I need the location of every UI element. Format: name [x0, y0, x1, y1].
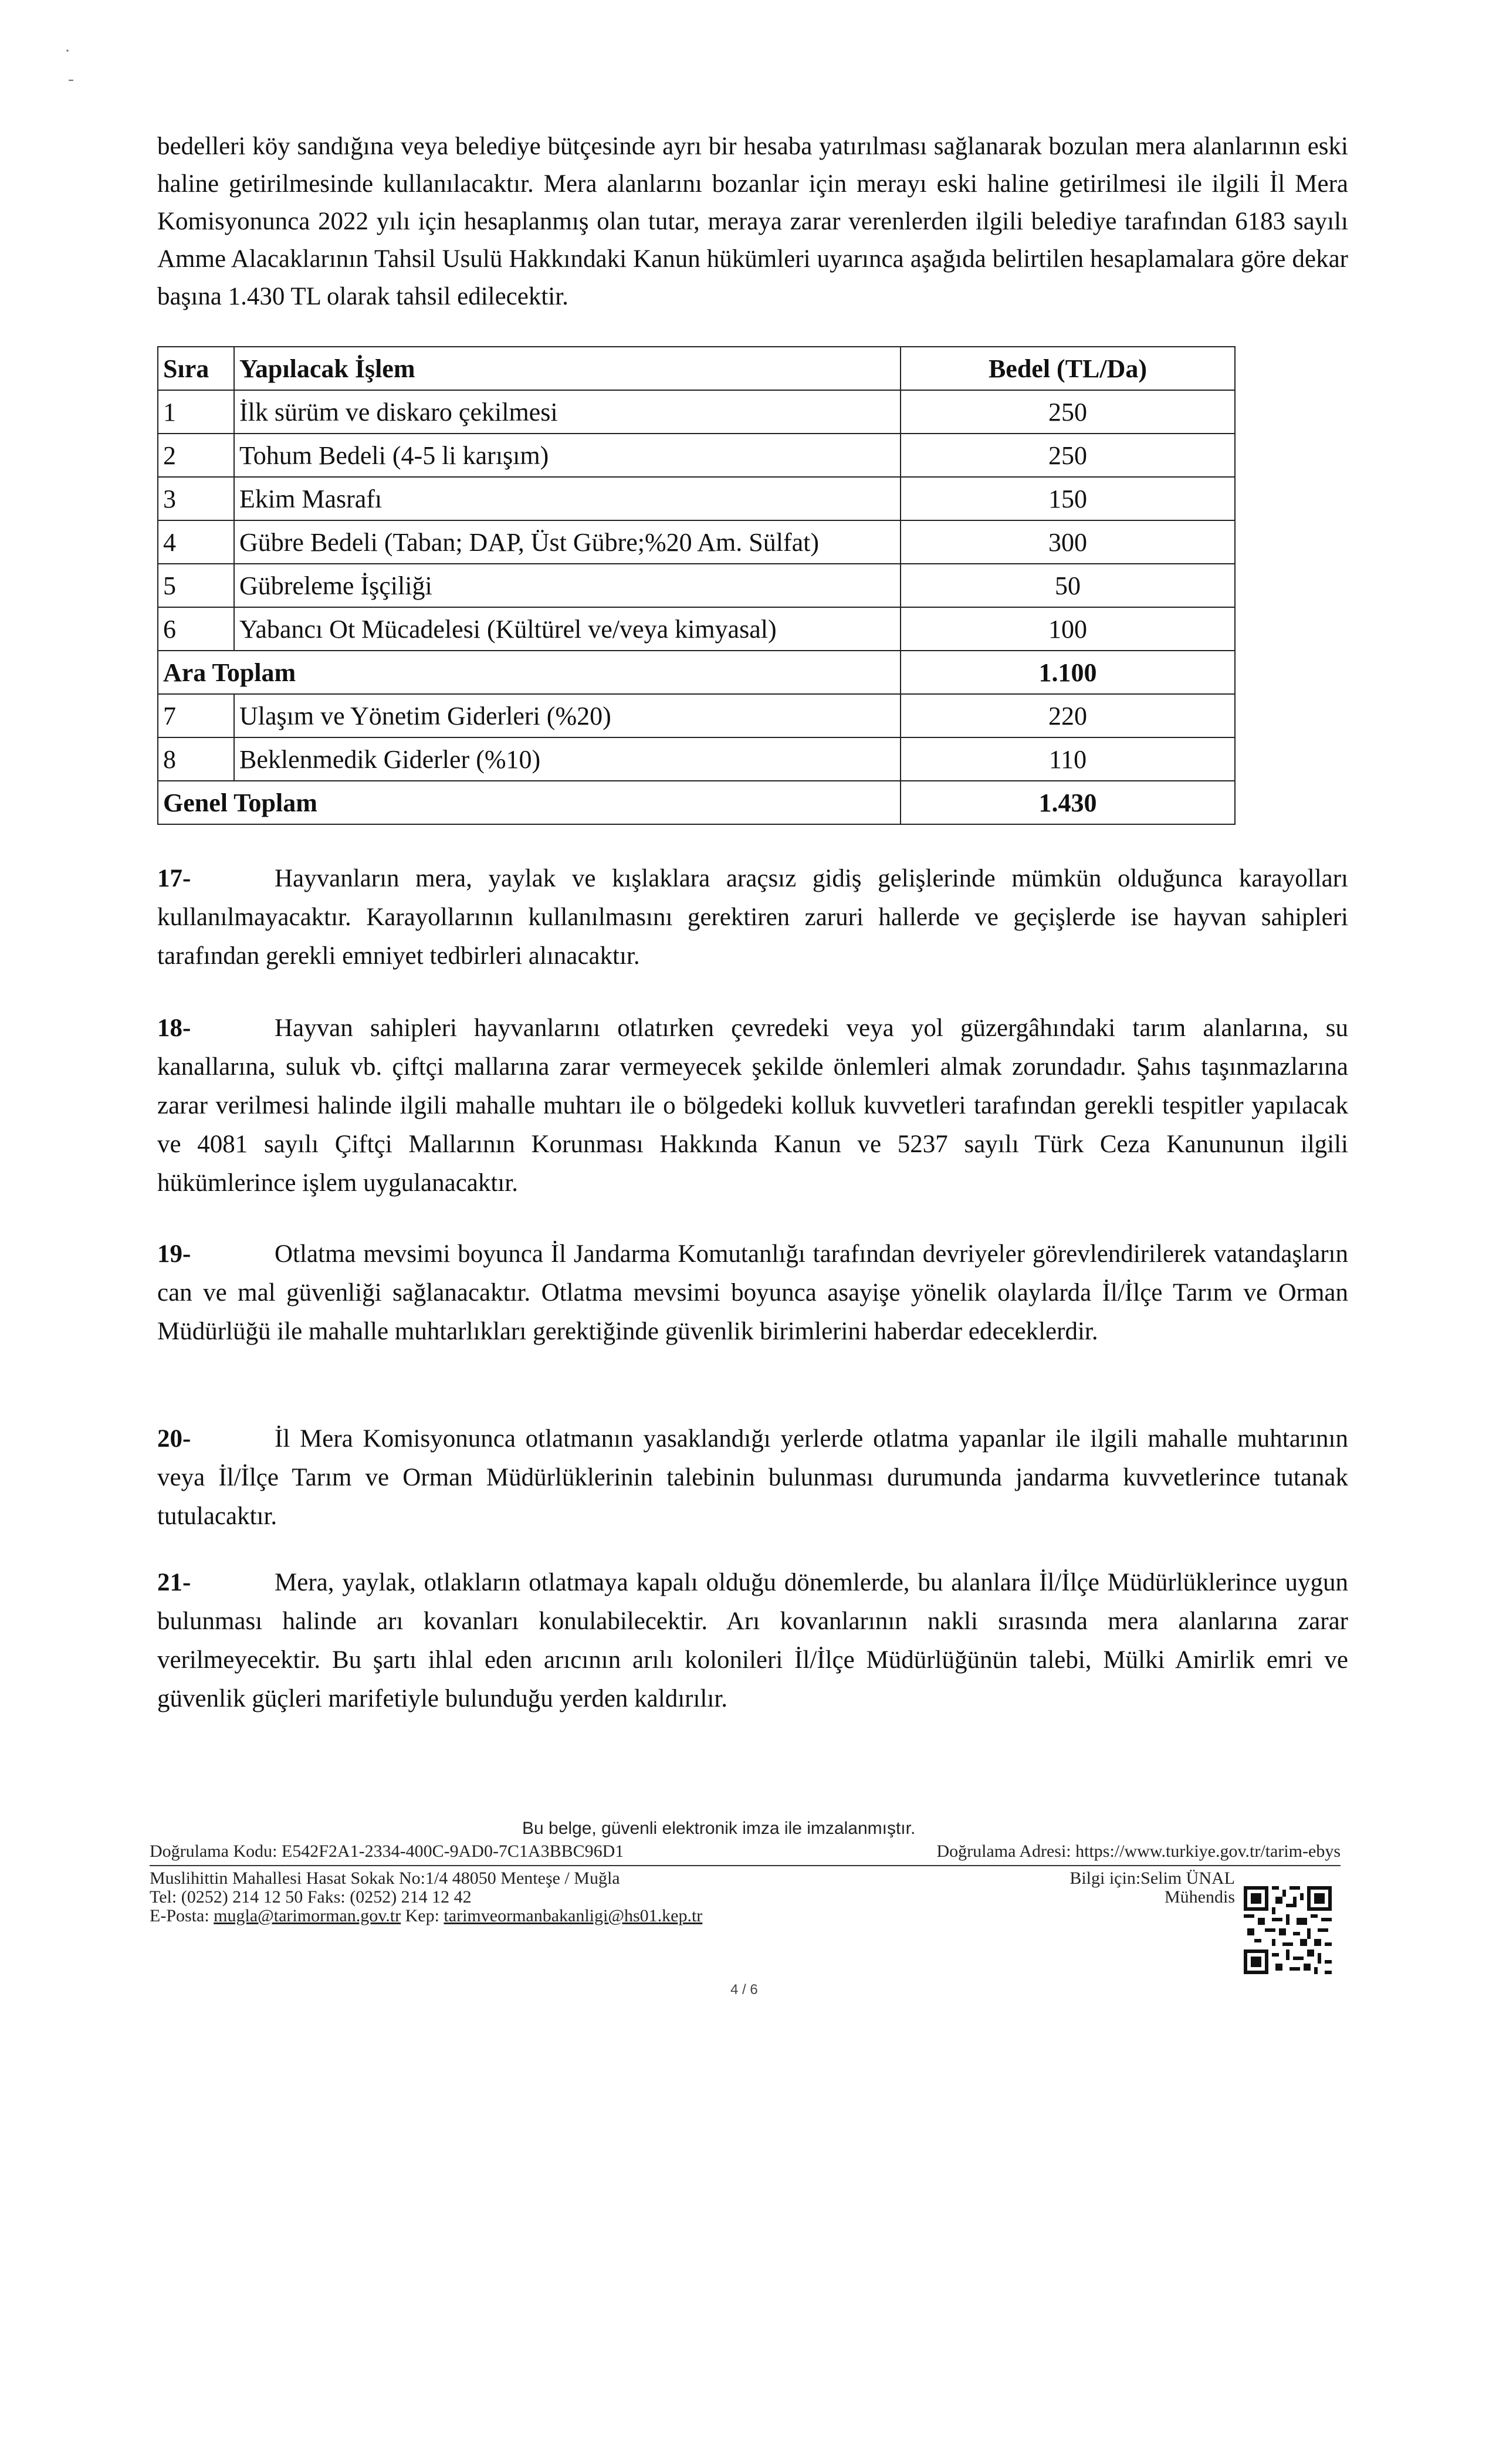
table-row: [158, 390, 1235, 434]
table-header-row: [158, 347, 1235, 390]
clause-20: [157, 1420, 1348, 1536]
row-no: 4: [158, 520, 234, 564]
office-address: Muslihittin Mahallesi Hasat Sokak No:1/4 48050 Menteşe / Muğla: [150, 1869, 620, 1888]
verification-code: Doğrulama Kodu: E542F2A1-2334-400C-9AD0-7C1A3BBC96D1: [150, 1842, 624, 1861]
row-cost: 110: [901, 737, 1235, 781]
clause-text: Hayvan sahipleri hayvanlarını otlatırken çevredeki veya yol güzergâhındaki tarım alanlarına, su kanallarına, suluk vb. çiftçi mallarına zarar vermeyecek şekilde önlemleri almak zorundadır. Şahıs taşınmazlarına zarar verilmesi halinde ilgili mahalle muhtarı ile o bölgedeki kolluk kuvvetleri tarafından gerekli tespitler yapılacak ve 4081 sayılı Çiftçi Mallarının Korunması Hakkında Kanun ve 5237 sayılı Türk Ceza Kanununun ilgili hükümlerince işlem uygulanacaktır.: [157, 1014, 1348, 1197]
info-contact: Bilgi için:Selim ÜNAL: [1069, 1869, 1235, 1888]
table-row: [158, 520, 1235, 564]
table-row: [158, 694, 1235, 737]
cost-table: [157, 346, 1236, 825]
row-operation: Gübre Bedeli (Taban; DAP, Üst Gübre;%20 Am. Sülfat): [234, 520, 901, 564]
clause-17: [157, 859, 1348, 976]
row-operation: Gübreleme İşçiliği: [234, 564, 901, 607]
row-cost: 50: [901, 564, 1235, 607]
scan-mark: ‑: [68, 69, 74, 89]
footer-divider: [150, 1865, 1341, 1866]
subtotal-row: [158, 651, 1235, 694]
row-operation: Yabancı Ot Mücadelesi (Kültürel ve/veya kimyasal): [234, 607, 901, 651]
verification-address[interactable]: Doğrulama Adresi: https://www.turkiye.gov.tr/tarim-ebys: [936, 1842, 1341, 1861]
clause-text: Otlatma mevsimi boyunca İl Jandarma Komutanlığı tarafından devriyeler görevlendirilerek vatandaşların can ve mal güvenliği sağlanacaktır. Otlatma mevsimi boyunca asayişe yönelik olaylarda İl/İlçe Tarım ve Orman Müdürlüğü ile mahalle muhtarlıkları gerektiğinde güvenlik birimlerini haberdar edeceklerdir.: [157, 1240, 1348, 1345]
clause-text: Mera, yaylak, otlakların otlatmaya kapalı olduğu dönemlerde, bu alanlara İl/İlçe Müdürlüklerince uygun bulunması halinde arı kovanları konulabilecektir. Arı kovanlarının nakli sırasında mera alanlarına zarar verilmeyecektir. Bu şartı ihlal eden arıcının arılı kolonileri İl/İlçe Müdürlüğünün talebi, Mülki Amirlik emri ve güvenlik güçleri marifetiyle bulunduğu yerden kaldırılır.: [157, 1569, 1348, 1712]
table-row: [158, 434, 1235, 477]
row-no: 8: [158, 737, 234, 781]
row-operation: Ulaşım ve Yönetim Giderleri (%20): [234, 694, 901, 737]
row-cost: 100: [901, 607, 1235, 651]
row-no: 2: [158, 434, 234, 477]
scan-mark: ·: [65, 41, 70, 60]
email-label: E-Posta:: [150, 1906, 209, 1925]
row-no: 5: [158, 564, 234, 607]
clause-number: 18-: [157, 1014, 191, 1042]
document-footer: [150, 1839, 1341, 1927]
subtotal-label: Ara Toplam: [158, 651, 901, 694]
total-label: Genel Toplam: [158, 781, 901, 824]
page-number: 4 / 6: [730, 1982, 758, 1998]
row-no: 3: [158, 477, 234, 520]
clause-number: 20-: [157, 1425, 191, 1453]
kep-link[interactable]: tarimveormanbakanligi@hs01.kep.tr: [444, 1906, 703, 1925]
email-link[interactable]: mugla@tarimorman.gov.tr: [214, 1906, 401, 1925]
clause-number: 17-: [157, 865, 191, 892]
header-no: Sıra: [158, 347, 234, 390]
clause-21: [157, 1563, 1348, 1718]
e-signature-note: Bu belge, güvenli elektronik imza ile imzalanmıştır.: [522, 1819, 916, 1838]
clause-text: Hayvanların mera, yaylak ve kışlaklara araçsız gidiş gelişlerinde mümkün olduğunca karayolları kullanılmayacaktır. Karayollarının kullanılmasını gerektiren zaruri hallerde ve geçişlerde ise hayvan sahipleri tarafından gerekli emniyet tedbirleri alınacaktır.: [157, 865, 1348, 970]
table-row: [158, 737, 1235, 781]
total-cost: 1.430: [901, 781, 1235, 824]
row-operation: Ekim Masrafı: [234, 477, 901, 520]
clause-18: [157, 1009, 1348, 1203]
row-cost: 250: [901, 390, 1235, 434]
header-operation: Yapılacak İşlem: [234, 347, 901, 390]
clause-19: [157, 1235, 1348, 1351]
qr-code-icon: [1244, 1886, 1332, 1974]
row-cost: 300: [901, 520, 1235, 564]
header-cost: Bedel (TL/Da): [901, 347, 1235, 390]
table-row: [158, 607, 1235, 651]
phone-fax: Tel: (0252) 214 12 50 Faks: (0252) 214 12 42: [150, 1887, 472, 1907]
row-cost: 220: [901, 694, 1235, 737]
total-row: [158, 781, 1235, 824]
clause-number: 19-: [157, 1240, 191, 1268]
clause-text: İl Mera Komisyonunca otlatmanın yasaklandığı yerlerde otlatma yapanlar ile ilgili mahalle muhtarının veya İl/İlçe Tarım ve Orman Müdürlüklerinin talebinin bulunması durumunda jandarma kuvvetlerince tutanak tutulacaktır.: [157, 1425, 1348, 1530]
row-cost: 150: [901, 477, 1235, 520]
contact-title: Mühendis: [1165, 1887, 1235, 1907]
table-row: [158, 477, 1235, 520]
subtotal-cost: 1.100: [901, 651, 1235, 694]
row-operation: Tohum Bedeli (4-5 li karışım): [234, 434, 901, 477]
row-no: 7: [158, 694, 234, 737]
intro-paragraph: bedelleri köy sandığına veya belediye bütçesinde ayrı bir hesaba yatırılması sağlanarak bozulan mera alanlarının eski haline getirilmesinde kullanılacaktır. Mera alanlarını bozanlar için merayı eski haline getirilmesi ile ilgili İl Mera Komisyonunca 2022 yılı için hesaplanmış olan tutar, meraya zarar verenlerden ilgili belediye tarafından 6183 sayılı Amme Alacaklarının Tahsil Usulü Hakkındaki Kanun hükümleri uyarınca aşağıda belirtilen hesaplamalara göre dekar başına 1.430 TL olarak tahsil edilecektir.: [157, 133, 1348, 310]
row-operation: İlk sürüm ve diskaro çekilmesi: [234, 390, 901, 434]
row-no: 6: [158, 607, 234, 651]
clause-number: 21-: [157, 1569, 191, 1596]
row-cost: 250: [901, 434, 1235, 477]
kep-label: Kep:: [405, 1906, 439, 1925]
row-operation: Beklenmedik Giderler (%10): [234, 737, 901, 781]
row-no: 1: [158, 390, 234, 434]
table-row: [158, 564, 1235, 607]
